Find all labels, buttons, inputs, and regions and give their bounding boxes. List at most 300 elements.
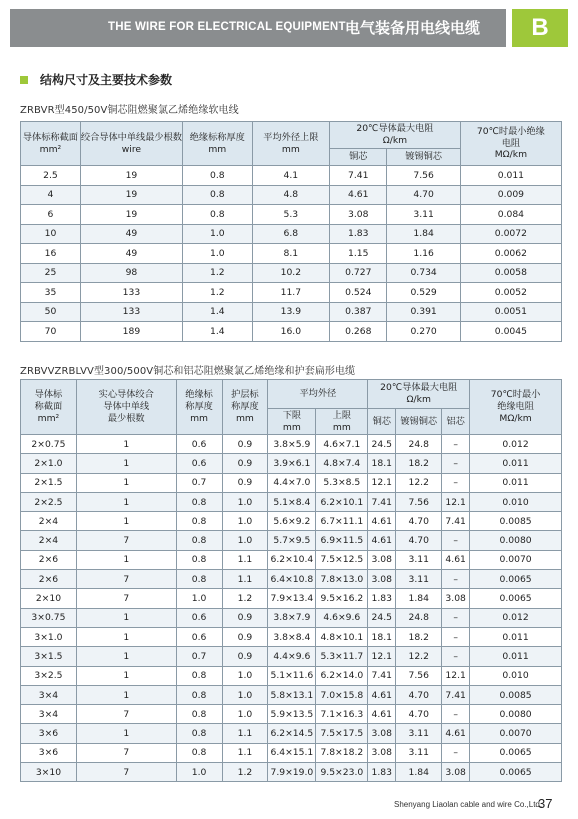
- section-title: [20, 71, 172, 88]
- table-cell: 7.41: [368, 492, 396, 511]
- table-cell: 0.8: [176, 666, 222, 685]
- page-header: [0, 0, 578, 46]
- table-cell: 6: [21, 205, 81, 225]
- t2-header-diameter: 平均外径: [268, 380, 368, 409]
- table-cell: 16.0: [252, 322, 329, 342]
- table-cell: 7.1×16.3: [316, 705, 368, 724]
- table-row: [21, 473, 562, 492]
- table-cell: 133: [80, 283, 182, 303]
- table-cell: 3.08: [442, 763, 470, 782]
- table-cell: 0.6: [176, 627, 222, 646]
- table-cell: 70: [21, 322, 81, 342]
- table-cell: 1.1: [222, 743, 268, 762]
- t2-header-tinned-copper: 镀锡铜芯: [396, 409, 442, 435]
- table-cell: 4.6×9.6: [316, 608, 368, 627]
- table-cell: 12.1: [442, 666, 470, 685]
- table-cell: 3×2.5: [21, 666, 77, 685]
- table-cell: 0.0065: [470, 570, 562, 589]
- table-cell: 189: [80, 322, 182, 342]
- table-cell: 0.734: [387, 263, 460, 283]
- table-cell: 4.61: [368, 512, 396, 531]
- section-letter-badge: B: [512, 9, 568, 47]
- table-cell: 0.8: [176, 743, 222, 762]
- table-row: [21, 531, 562, 550]
- table-cell: –: [442, 705, 470, 724]
- table-cell: 1: [76, 724, 176, 743]
- table-cell: 7.5×17.5: [316, 724, 368, 743]
- table-cell: 0.8: [176, 550, 222, 569]
- table-cell: 0.0065: [470, 743, 562, 762]
- table-row: [21, 705, 562, 724]
- table-cell: 3.9×6.1: [268, 454, 316, 473]
- table-row: [21, 512, 562, 531]
- table-cell: 1.84: [396, 763, 442, 782]
- table-cell: 0.268: [330, 322, 387, 342]
- table-cell: 50: [21, 302, 81, 322]
- table-row: [21, 627, 562, 646]
- table-cell: 5.9×13.5: [268, 705, 316, 724]
- table-cell: 6.9×11.5: [316, 531, 368, 550]
- table-cell: 1.0: [182, 224, 252, 244]
- table-cell: 3×10: [21, 763, 77, 782]
- table-cell: 2×1.5: [21, 473, 77, 492]
- table-cell: 5.6×9.2: [268, 512, 316, 531]
- table-cell: 1.0: [222, 492, 268, 511]
- table-cell: 3×6: [21, 724, 77, 743]
- table-cell: 1.2: [182, 263, 252, 283]
- table-cell: 12.2: [396, 473, 442, 492]
- table-cell: 7.41: [330, 166, 387, 186]
- table-cell: 0.7: [176, 647, 222, 666]
- table-cell: 1.1: [222, 550, 268, 569]
- t1-header-resistance: 20℃导体最大电阻 Ω/km: [330, 122, 461, 149]
- table-cell: 3.08: [330, 205, 387, 225]
- t2-header-insulation-resistance: 70℃时最小 绝缘电阻 MΩ/km: [470, 380, 562, 435]
- t1-header-conductor: 导体标称截面 mm²: [21, 122, 81, 166]
- table-cell: 0.010: [470, 666, 562, 685]
- table-cell: 25: [21, 263, 81, 283]
- table-cell: 5.3×8.5: [316, 473, 368, 492]
- table-cell: 16: [21, 244, 81, 264]
- table-cell: 1.0: [176, 589, 222, 608]
- table-cell: 1.83: [368, 589, 396, 608]
- table-cell: 1: [76, 666, 176, 685]
- table-cell: 0.8: [176, 724, 222, 743]
- table-cell: 0.011: [470, 647, 562, 666]
- table-cell: 7.56: [387, 166, 460, 186]
- table-cell: 1: [76, 608, 176, 627]
- table-cell: 1: [76, 473, 176, 492]
- table-cell: 0.012: [470, 608, 562, 627]
- t1-header-copper: 铜芯: [330, 149, 387, 166]
- table-cell: 4.4×7.0: [268, 473, 316, 492]
- table-cell: 0.9: [222, 608, 268, 627]
- table-cell: –: [442, 608, 470, 627]
- table-row: [21, 185, 562, 205]
- table-cell: 98: [80, 263, 182, 283]
- t1-header-wires: 绞合导体中单线最少根数 wire: [80, 122, 182, 166]
- table-cell: –: [442, 647, 470, 666]
- table-cell: 0.009: [460, 185, 561, 205]
- table-cell: 5.1×11.6: [268, 666, 316, 685]
- table-cell: 7.41: [368, 666, 396, 685]
- table-cell: 6.2×10.4: [268, 550, 316, 569]
- table-cell: 1.0: [182, 244, 252, 264]
- table-cell: 0.011: [470, 454, 562, 473]
- table-cell: 0.9: [222, 647, 268, 666]
- table-cell: 0.011: [460, 166, 561, 186]
- table-cell: 3×1.5: [21, 647, 77, 666]
- table-cell: 0.084: [460, 205, 561, 225]
- table-cell: 4.8×10.1: [316, 627, 368, 646]
- table-cell: 7.56: [396, 492, 442, 511]
- table-cell: 8.1: [252, 244, 329, 264]
- table-cell: 7.5×12.5: [316, 550, 368, 569]
- table-cell: 0.8: [176, 531, 222, 550]
- table-cell: 0.391: [387, 302, 460, 322]
- table-cell: 4.1: [252, 166, 329, 186]
- table-cell: 1: [76, 454, 176, 473]
- table-cell: 2×6: [21, 570, 77, 589]
- table-cell: –: [442, 531, 470, 550]
- page-number: 37: [538, 796, 553, 811]
- table-cell: 18.1: [368, 627, 396, 646]
- table-cell: 0.0051: [460, 302, 561, 322]
- t2-header-copper: 铜芯: [368, 409, 396, 435]
- t2-header-lower: 下限 mm: [268, 409, 316, 435]
- table-cell: 0.9: [222, 627, 268, 646]
- table-cell: 2×10: [21, 589, 77, 608]
- table-cell: 7.41: [442, 512, 470, 531]
- table-cell: 2×6: [21, 550, 77, 569]
- table-cell: 0.7: [176, 473, 222, 492]
- table-cell: 1.4: [182, 322, 252, 342]
- table-cell: 4.8×7.4: [316, 454, 368, 473]
- table-cell: 6.7×11.1: [316, 512, 368, 531]
- table-cell: 1.0: [222, 531, 268, 550]
- t2-header-aluminium: 铝芯: [442, 409, 470, 435]
- table-cell: 1.0: [222, 685, 268, 704]
- table-cell: 0.524: [330, 283, 387, 303]
- table-row: [21, 763, 562, 782]
- table-row: [21, 283, 562, 303]
- table-cell: 0.0080: [470, 531, 562, 550]
- table-cell: 0.9: [222, 435, 268, 454]
- table-cell: 0.529: [387, 283, 460, 303]
- table-cell: 0.0070: [470, 724, 562, 743]
- table-cell: 1: [76, 685, 176, 704]
- table-cell: 1.1: [222, 724, 268, 743]
- table-cell: 2×4: [21, 531, 77, 550]
- table-cell: 7: [76, 570, 176, 589]
- table-cell: 3.11: [396, 570, 442, 589]
- table-cell: 5.3: [252, 205, 329, 225]
- table-cell: 5.8×13.1: [268, 685, 316, 704]
- table-cell: 0.8: [182, 166, 252, 186]
- table-row: [21, 724, 562, 743]
- table-cell: 19: [80, 166, 182, 186]
- table-row: [21, 322, 562, 342]
- t2-header-resistance: 20℃导体最大电阻 Ω/km: [368, 380, 470, 409]
- table-cell: 12.1: [442, 492, 470, 511]
- t2-header-insulation: 绝缘标 称厚度 mm: [176, 380, 222, 435]
- table-cell: 1.0: [222, 666, 268, 685]
- table-cell: 0.0058: [460, 263, 561, 283]
- t2-header-upper: 上限 mm: [316, 409, 368, 435]
- table-cell: 4.6×7.1: [316, 435, 368, 454]
- table-cell: 18.2: [396, 627, 442, 646]
- table-cell: 4.61: [330, 185, 387, 205]
- table-cell: 7.9×19.0: [268, 763, 316, 782]
- table-cell: 4.70: [396, 531, 442, 550]
- table-cell: 0.8: [176, 570, 222, 589]
- table-cell: 1: [76, 647, 176, 666]
- t2-header-sheath: 护层标 称厚度 mm: [222, 380, 268, 435]
- table-cell: –: [442, 627, 470, 646]
- table-cell: 3.08: [368, 550, 396, 569]
- table-cell: 0.0085: [470, 512, 562, 531]
- table-row: [21, 302, 562, 322]
- table-cell: 7: [76, 589, 176, 608]
- table-cell: 0.0085: [470, 685, 562, 704]
- table-row: [21, 454, 562, 473]
- t1-header-insulation: 绝缘标称厚度 mm: [182, 122, 252, 166]
- table-cell: 1.4: [182, 302, 252, 322]
- table-cell: 1.83: [330, 224, 387, 244]
- table-cell: 1.2: [222, 763, 268, 782]
- table-cell: 24.5: [368, 435, 396, 454]
- table-cell: 7.8×18.2: [316, 743, 368, 762]
- table-cell: 0.8: [182, 205, 252, 225]
- table-cell: 10.2: [252, 263, 329, 283]
- table-cell: 3.8×5.9: [268, 435, 316, 454]
- table-cell: 4.61: [442, 550, 470, 569]
- t1-header-insulation-resistance: 70℃时最小绝缘 电阻 MΩ/km: [460, 122, 561, 166]
- table-cell: 3×0.75: [21, 608, 77, 627]
- table-row: [21, 244, 562, 264]
- table-row: [21, 570, 562, 589]
- table-cell: 2×2.5: [21, 492, 77, 511]
- table-cell: 0.0065: [470, 589, 562, 608]
- table1-title: ZRBVR型450/50V铜芯阻燃聚氯乙烯绝缘软电线: [20, 105, 239, 116]
- table-cell: 6.2×14.5: [268, 724, 316, 743]
- table-row: [21, 166, 562, 186]
- header-chinese-title: 电气装备用电线电缆: [345, 19, 481, 37]
- table-cell: 0.8: [176, 512, 222, 531]
- table-cell: 24.5: [368, 608, 396, 627]
- table-cell: 3.11: [396, 550, 442, 569]
- t1-header-tinned-copper: 镀锡铜芯: [387, 149, 460, 166]
- table-cell: 1.83: [368, 763, 396, 782]
- table-cell: 0.6: [176, 608, 222, 627]
- table-cell: 1: [76, 512, 176, 531]
- table-cell: 49: [80, 244, 182, 264]
- table-cell: 35: [21, 283, 81, 303]
- table-cell: 4.70: [387, 185, 460, 205]
- table-row: [21, 647, 562, 666]
- table-cell: 3×1.0: [21, 627, 77, 646]
- table-cell: 7.56: [396, 666, 442, 685]
- table-cell: 12.1: [368, 647, 396, 666]
- table-cell: 0.0045: [460, 322, 561, 342]
- table-cell: 11.7: [252, 283, 329, 303]
- table-cell: 4: [21, 185, 81, 205]
- table-cell: 13.9: [252, 302, 329, 322]
- table-cell: 18.1: [368, 454, 396, 473]
- table-cell: 4.61: [368, 705, 396, 724]
- table-cell: 4.8: [252, 185, 329, 205]
- table-row: [21, 224, 562, 244]
- table-row: [21, 550, 562, 569]
- table-cell: 0.6: [176, 435, 222, 454]
- table-cell: 0.0062: [460, 244, 561, 264]
- header-english-title: THE WIRE FOR ELECTRICAL EQUIPMENT: [108, 21, 346, 33]
- table-cell: 24.8: [396, 608, 442, 627]
- table-cell: 1.84: [387, 224, 460, 244]
- t1-header-diameter: 平均外径上限 mm: [252, 122, 329, 166]
- table-cell: 0.0052: [460, 283, 561, 303]
- table-cell: 3.08: [442, 589, 470, 608]
- table-cell: 24.8: [396, 435, 442, 454]
- table-cell: 1.84: [396, 589, 442, 608]
- table-cell: 7.8×13.0: [316, 570, 368, 589]
- table-cell: 1.0: [222, 512, 268, 531]
- table-cell: 1.16: [387, 244, 460, 264]
- table-cell: 3.8×7.9: [268, 608, 316, 627]
- table-row: [21, 666, 562, 685]
- table-cell: 12.2: [396, 647, 442, 666]
- table-cell: 7: [76, 531, 176, 550]
- table-cell: 1.15: [330, 244, 387, 264]
- table-cell: 4.61: [368, 685, 396, 704]
- table-cell: 2×4: [21, 512, 77, 531]
- table-cell: 3.08: [368, 570, 396, 589]
- table-cell: 3.8×8.4: [268, 627, 316, 646]
- table-cell: 0.270: [387, 322, 460, 342]
- table-cell: 4.70: [396, 685, 442, 704]
- table-cell: 1.1: [222, 570, 268, 589]
- table-cell: 0.727: [330, 263, 387, 283]
- table-cell: 3.08: [368, 743, 396, 762]
- table-cell: 6.2×10.1: [316, 492, 368, 511]
- table-cell: 2×1.0: [21, 454, 77, 473]
- table2: [20, 379, 562, 782]
- table-cell: 0.9: [222, 454, 268, 473]
- table-row: [21, 589, 562, 608]
- table-cell: 0.0080: [470, 705, 562, 724]
- table-cell: 3.11: [396, 724, 442, 743]
- table-cell: 3×6: [21, 743, 77, 762]
- table-cell: 4.61: [442, 724, 470, 743]
- table-cell: 0.9: [222, 473, 268, 492]
- t2-header-wires: 实心导体绞合 导体中单线 最少根数: [76, 380, 176, 435]
- table-row: [21, 435, 562, 454]
- table-cell: 5.1×8.4: [268, 492, 316, 511]
- table-cell: 0.0065: [470, 763, 562, 782]
- table-cell: 6.8: [252, 224, 329, 244]
- table-cell: 2×0.75: [21, 435, 77, 454]
- table-cell: 5.3×11.7: [316, 647, 368, 666]
- table-cell: 0.8: [176, 492, 222, 511]
- table-cell: 0.010: [470, 492, 562, 511]
- table-cell: 1: [76, 492, 176, 511]
- table-cell: 9.5×16.2: [316, 589, 368, 608]
- table-cell: 12.1: [368, 473, 396, 492]
- table-cell: 0.6: [176, 454, 222, 473]
- table-cell: 9.5×23.0: [316, 763, 368, 782]
- table-cell: 4.61: [368, 531, 396, 550]
- table-cell: 0.012: [470, 435, 562, 454]
- table-cell: 133: [80, 302, 182, 322]
- table-cell: 7.9×13.4: [268, 589, 316, 608]
- section-title-text: 结构尺寸及主要技术参数: [40, 73, 173, 87]
- table-cell: 3×4: [21, 685, 77, 704]
- table-cell: 10: [21, 224, 81, 244]
- table-cell: 7.0×15.8: [316, 685, 368, 704]
- table-cell: 3×4: [21, 705, 77, 724]
- table-cell: 1.0: [222, 705, 268, 724]
- table-cell: 7.41: [442, 685, 470, 704]
- table-row: [21, 492, 562, 511]
- table-cell: 0.0072: [460, 224, 561, 244]
- table-cell: 6.4×15.1: [268, 743, 316, 762]
- table-cell: 3.11: [387, 205, 460, 225]
- table-cell: –: [442, 743, 470, 762]
- footer-company: Shenyang Liaolan cable and wire Co.,Ltd.: [394, 800, 543, 809]
- table-cell: –: [442, 435, 470, 454]
- table-cell: –: [442, 454, 470, 473]
- table-cell: 4.4×9.6: [268, 647, 316, 666]
- table-cell: 0.011: [470, 473, 562, 492]
- table-cell: 19: [80, 205, 182, 225]
- table-cell: 1.2: [182, 283, 252, 303]
- table-row: [21, 263, 562, 283]
- table-cell: 6.4×10.8: [268, 570, 316, 589]
- table2-title: ZRBVVZRBLVV型300/500V铜芯和铝芯阻燃聚氯乙烯绝缘和护套扁形电缆: [20, 366, 356, 377]
- table-cell: –: [442, 473, 470, 492]
- table-cell: 7: [76, 763, 176, 782]
- table-cell: 3.08: [368, 724, 396, 743]
- table-cell: –: [442, 570, 470, 589]
- table-row: [21, 685, 562, 704]
- table-row: [21, 205, 562, 225]
- table-cell: 0.8: [182, 185, 252, 205]
- table1: [20, 121, 562, 342]
- table-cell: 6.2×14.0: [316, 666, 368, 685]
- table-cell: 19: [80, 185, 182, 205]
- table-cell: 49: [80, 224, 182, 244]
- square-bullet-icon: [20, 76, 28, 84]
- table-cell: 0.0070: [470, 550, 562, 569]
- table-cell: 1: [76, 550, 176, 569]
- table-cell: 0.011: [470, 627, 562, 646]
- table-cell: 1.0: [176, 763, 222, 782]
- table-cell: 0.8: [176, 685, 222, 704]
- table-row: [21, 608, 562, 627]
- table-cell: 0.387: [330, 302, 387, 322]
- t2-header-conductor: 导体标 称截面 mm²: [21, 380, 77, 435]
- table-cell: 1: [76, 435, 176, 454]
- table-cell: 3.11: [396, 743, 442, 762]
- table-cell: 18.2: [396, 454, 442, 473]
- table-cell: 0.8: [176, 705, 222, 724]
- table-cell: 4.70: [396, 512, 442, 531]
- table-cell: 2.5: [21, 166, 81, 186]
- table-row: [21, 743, 562, 762]
- table-cell: 7: [76, 705, 176, 724]
- table-cell: 7: [76, 743, 176, 762]
- table-cell: 1.2: [222, 589, 268, 608]
